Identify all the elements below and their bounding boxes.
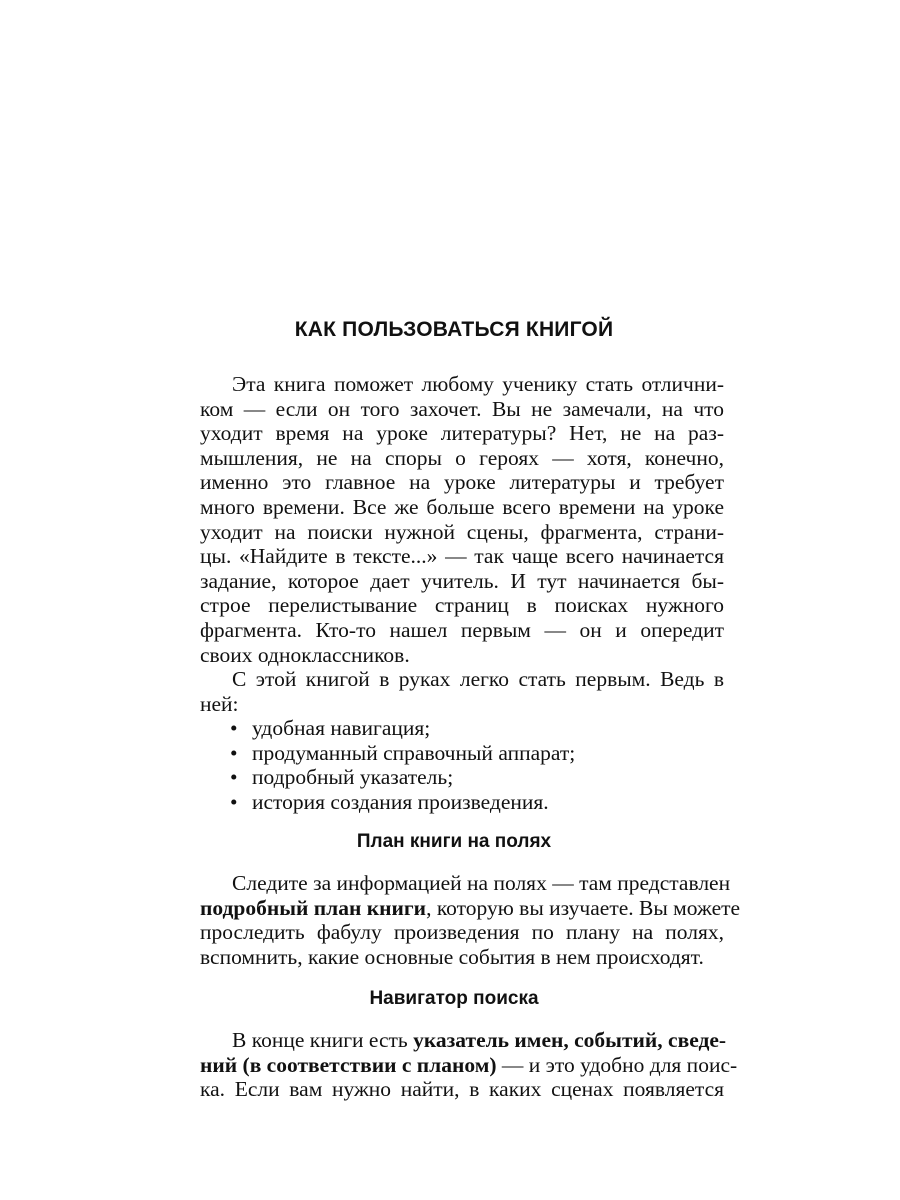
bold-phrase: указатель имен, событий, сведе- bbox=[413, 1028, 727, 1052]
text-line: фрагмента. Кто-то нашел первым — он и опередит bbox=[200, 617, 724, 642]
list-item bbox=[230, 790, 724, 815]
text-line: строе перелистывание страниц в поисках нужного bbox=[200, 593, 724, 618]
text-fragment: , которую вы изучаете. Вы можете bbox=[426, 895, 741, 920]
bullet-icon: • bbox=[230, 789, 238, 814]
list-item bbox=[230, 716, 724, 741]
list-item bbox=[230, 741, 724, 766]
list-item-text: продуманный справочный аппарат; bbox=[252, 740, 576, 765]
text-line: Следите за информацией на полях — там представлен bbox=[232, 871, 731, 895]
bold-phrase: подробный план книги bbox=[200, 895, 427, 920]
bullet-icon: • bbox=[230, 740, 238, 765]
section-heading-plan: План книги на полях bbox=[356, 831, 552, 852]
text-line bbox=[200, 895, 741, 921]
text-line: ней: bbox=[200, 691, 239, 716]
text-line: проследить фабулу произведения по плану на полях, bbox=[200, 920, 724, 945]
text-fragment: — и это удобно для поис- bbox=[496, 1052, 738, 1077]
bullet-icon: • bbox=[230, 765, 238, 790]
text-line: уходит время на уроке литературы? Нет, не на раз- bbox=[200, 421, 724, 446]
text-line bbox=[200, 1028, 727, 1053]
intro-paragraph-1 bbox=[200, 372, 724, 667]
list-item bbox=[230, 765, 724, 790]
page-title: КАК ПОЛЬЗОВАТЬСЯ КНИГОЙ bbox=[294, 318, 614, 341]
text-line: Эта книга поможет любому ученику стать отлични- bbox=[232, 372, 724, 396]
bullet-icon: • bbox=[230, 716, 238, 740]
list-item-text: история создания произведения. bbox=[252, 789, 549, 814]
text-line: ком — если он того захочет. Вы не замечали, на что bbox=[200, 396, 724, 421]
text-line: вспомнить, какие основные события в нем происходят. bbox=[200, 944, 704, 969]
text-line: именно это главное на уроке литературы и требует bbox=[200, 470, 724, 495]
text-line bbox=[200, 1052, 738, 1078]
text-fragment: В конце книги есть bbox=[232, 1028, 414, 1052]
text-line: своих одноклассников. bbox=[200, 642, 410, 667]
text-line: ка. Если вам нужно найти, в каких сценах появляется bbox=[200, 1077, 724, 1102]
text-line: С этой книгой в руках легко стать первым. Ведь в bbox=[232, 667, 724, 691]
text-line: цы. «Найдите в тексте...» — так чаще всего начинается bbox=[200, 544, 724, 569]
feature-list bbox=[230, 716, 724, 814]
text-line: мышления, не на споры о героях — хотя, конечно, bbox=[200, 445, 724, 470]
section-plan-paragraph bbox=[200, 871, 741, 969]
list-item-text: удобная навигация; bbox=[252, 716, 431, 740]
section-heading-navigator: Навигатор поиска bbox=[369, 988, 539, 1009]
text-line: много времени. Все же больше всего времени на уроке bbox=[200, 494, 724, 519]
section-navigator-paragraph bbox=[200, 1028, 738, 1102]
bold-phrase: ний (в соответствии с планом) bbox=[200, 1052, 497, 1077]
intro-paragraph-2 bbox=[200, 667, 724, 716]
list-item-text: подробный указатель; bbox=[252, 765, 454, 790]
text-line: задание, которое дает учитель. И тут начинается бы- bbox=[200, 568, 724, 593]
text-line: уходит на поиски нужной сцены, фрагмента, страни- bbox=[200, 519, 724, 544]
